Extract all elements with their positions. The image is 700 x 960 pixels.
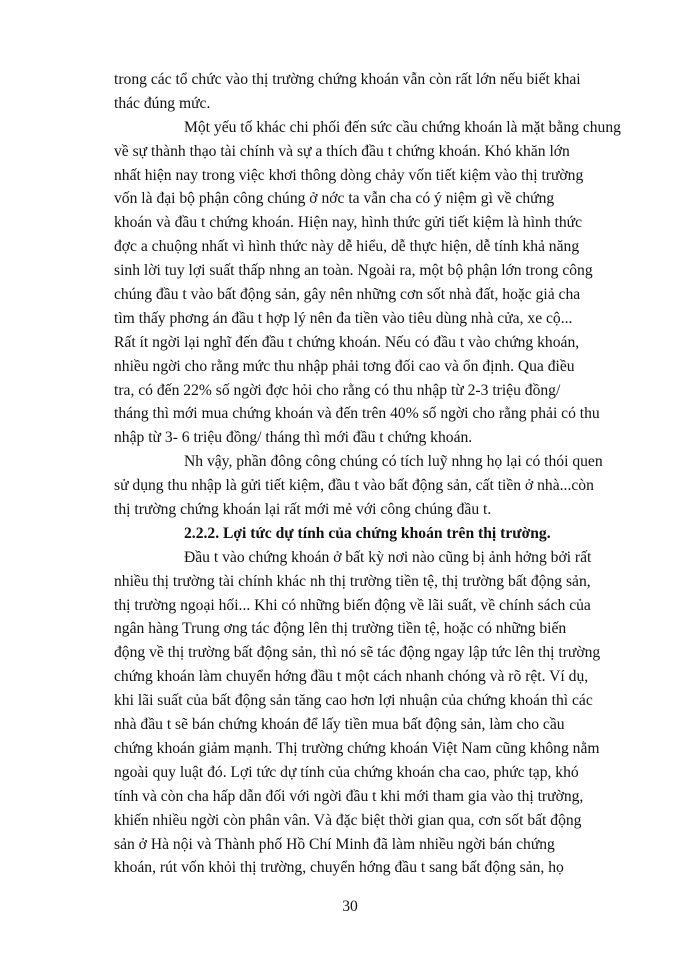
text-line: sản ở Hà nội và Thành phố Hồ Chí Minh đã làm nhiều ngời bán chứng [114, 835, 555, 853]
text-line: Đầu t vào chứng khoán ở bất kỳ nơi nào cũng bị ảnh hởng bởi rất [184, 548, 592, 566]
text-line: nhất hiện nay trong việc khơi thông dòng chảy vốn tiết kiệm vào thị trường [114, 166, 584, 184]
text-line: khiến nhiều ngời còn phân vân. Và đặc biệt thời gian qua, cơn sốt bất động [114, 811, 582, 829]
text-line: động về thị trường bất động sản, thì nó sẽ tác động ngay lập tức lên thị trường [114, 644, 601, 662]
text-line: vốn là đại bộ phận công chúng ở nớc ta vẫn cha có ý niệm gì về chứng [114, 190, 555, 208]
section-heading: 2.2.2. Lợi tức dự tính của chứng khoán trên thị trường. [184, 524, 551, 542]
text-line: sinh lời tuy lợi suất thấp nhng an toàn. Ngoài ra, một bộ phận lớn trong công [114, 262, 593, 280]
text-line: tháng thì mới mua chứng khoán và đến trên 40% số ngời cho rằng phải có thu [114, 405, 600, 423]
text-line: khi lãi suất của bất động sản tăng cao hơn lợi nhuận của chứng khoán thì các [114, 692, 593, 710]
text-line: khoán, rút vốn khỏi thị trường, chuyển hớng đầu t sang bất động sản, họ [114, 859, 564, 877]
text-line: thị trường ngoại hối... Khi có những biến động về lãi suất, về chính sách của [114, 596, 591, 614]
text-line: Nh vậy, phần đông công chúng có tích luỹ nhng họ lại có thói quen [184, 453, 603, 471]
text-line: chứng khoán giảm mạnh. Thị trường chứng khoán Việt Nam cũng không nằm [114, 739, 600, 757]
text-line: thác đúng mức. [114, 94, 211, 112]
text-line: chứng khoán làm chuyển hớng đầu t một cách nhanh chóng và rõ rệt. Ví dụ, [114, 668, 589, 686]
text-line: Một yếu tố khác chi phối đến sức cầu chứng khoán là mặt bằng chung [184, 118, 621, 136]
body-text [114, 68, 640, 880]
text-line: tìm thấy phơng án đầu t hợp lý nên đa tiền vào tiêu dùng nhà cửa, xe cộ... [114, 309, 573, 327]
text-line: trong các tổ chức vào thị trường chứng khoán vẫn còn rất lớn nếu biết khai [114, 71, 581, 88]
text-line: nhà đầu t sẽ bán chứng khoán để lấy tiền mua bất động sản, làm cho cầu [114, 716, 565, 734]
text-line: thị trường chứng khoán lại rất mới mẻ với công chúng đầu t. [114, 501, 492, 519]
text-line: tra, có đến 22% số ngời đợc hỏi cho rằng có thu nhập từ 2-3 triệu đồng/ [114, 381, 561, 399]
text-line: về sự thành thạo tài chính và sự a thích đầu t chứng khoán. Khó khăn lớn [114, 142, 570, 160]
text-line: đợc a chuộng nhất vì hình thức này dễ hiểu, dễ thực hiện, dễ tính khả năng [114, 238, 580, 256]
text-line: khoán và đầu t chứng khoán. Hiện nay, hình thức gửi tiết kiệm là hình thức [114, 214, 583, 232]
text-line: sử dụng thu nhập là gửi tiết kiệm, đầu t vào bất động sản, cất tiền ở nhà...còn [114, 477, 594, 495]
text-line: chúng đầu t vào bất động sản, gây nên những cơn sốt nhà đất, hoặc giả cha [114, 286, 581, 304]
text-line: Rất ít ngời lại nghĩ đến đầu t chứng khoán. Nếu có đầu t vào chứng khoán, [114, 333, 580, 351]
text-line: nhiều thị trường tài chính khác nh thị trường tiền tệ, thị trường bất động sản, [114, 572, 591, 590]
page-number: 30 [342, 898, 358, 915]
text-line: nhiều ngời cho rằng mức thu nhập phải tơng đối cao và ổn định. Qua điều [114, 357, 575, 375]
text-line: tính và còn cha hấp dẫn đối với ngời đầu t khi mới tham gia vào thị trường, [114, 787, 584, 805]
text-line: ngoài quy luật đó. Lợi tức dự tính của chứng khoán cha cao, phức tạp, khó [114, 763, 579, 781]
text-line: nhập từ 3- 6 triệu đồng/ tháng thì mới đầu t chứng khoán. [114, 429, 473, 447]
text-line: ngân hàng Trung ơng tác động lên thị trường tiền tệ, hoặc có những biến [114, 620, 567, 638]
